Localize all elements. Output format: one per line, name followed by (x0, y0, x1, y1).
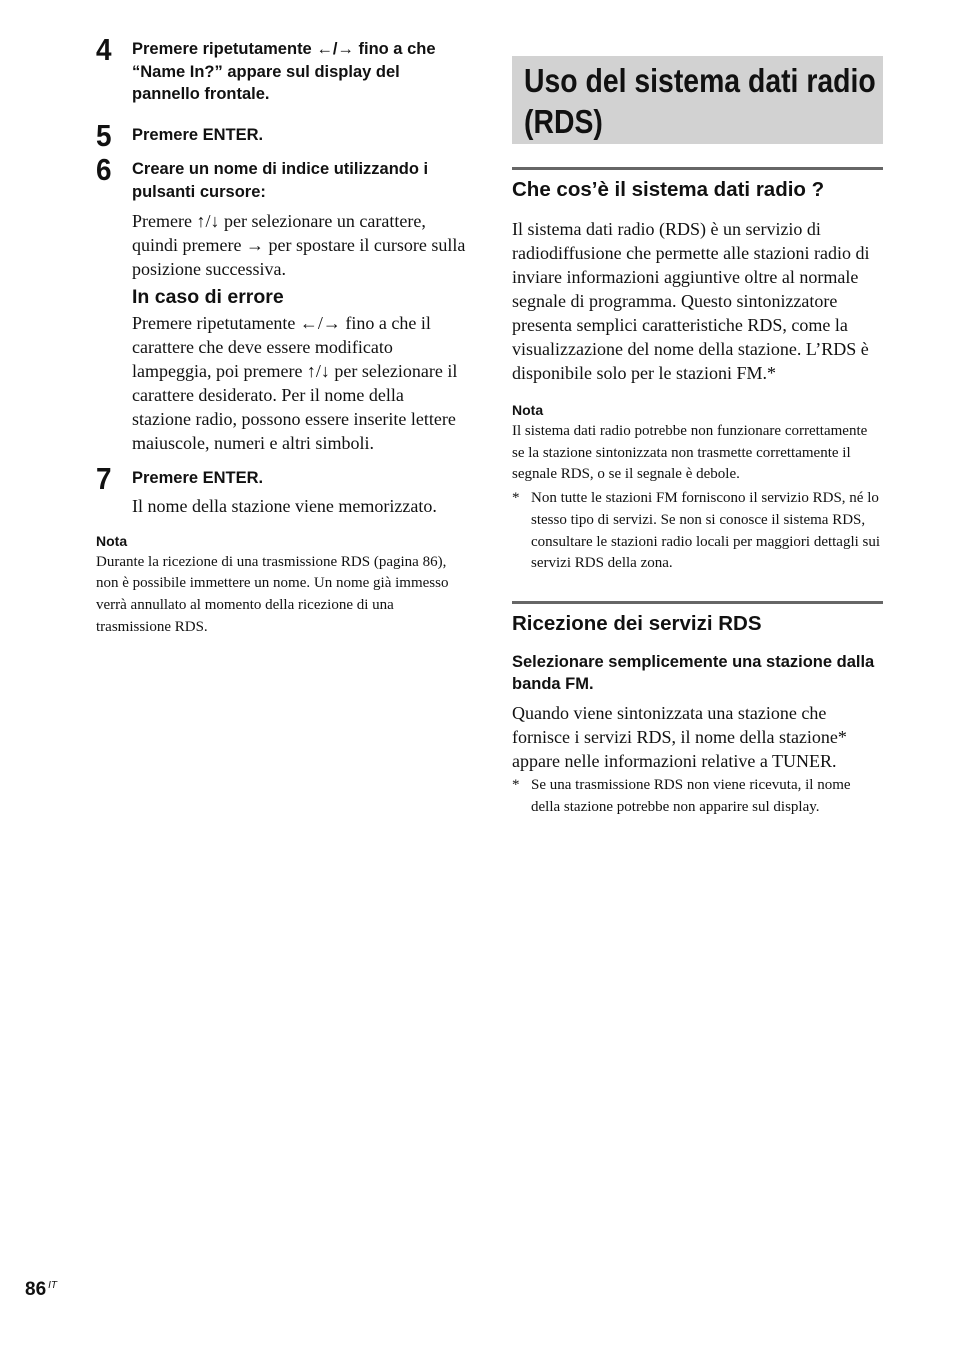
step-number: 6 (96, 152, 112, 187)
step-body: Premere ↑/↓ per selezionare un carattere, quindi premere → per spostare il cursore sulla posizione successiva. (132, 211, 466, 279)
footnote (512, 775, 883, 818)
footnote-mark: * (512, 490, 520, 507)
page-number (25, 1279, 57, 1301)
language-code: IT (48, 1279, 58, 1291)
step-number: 7 (96, 461, 112, 496)
footnote (512, 488, 883, 575)
step-body: Il nome della stazione viene memorizzato. (132, 495, 437, 516)
section-rds-intro (512, 167, 883, 575)
step-number: 4 (96, 32, 112, 67)
page-number-value: 86 (25, 1279, 47, 1300)
right-column (512, 56, 883, 818)
step-6 (96, 152, 466, 455)
step-title: Premere ENTER. (132, 125, 264, 144)
left-column (96, 32, 466, 638)
instruction-text: Selezionare semplicemente una stazione dalla banda FM. (512, 652, 875, 694)
footnote-text: Se una trasmissione RDS non viene ricevuta, il nome della stazione potrebbe non apparire sul display. (531, 776, 851, 815)
note-text: Durante la ricezione di una trasmissione RDS (pagina 86), non è possibile immettere un nome. Un nome già immesso verrà annullato al momento della ricezione di una trasmissione RDS. (96, 553, 449, 635)
section-rds-reception (512, 601, 883, 818)
footnote-text: Non tutte le stazioni FM forniscono il servizio RDS, né lo stesso tipo di servizi. Se non si conosce il sistema RDS, consultare le stazioni radio locali per maggiori dettagli sui servizi RDS della zona. (531, 490, 881, 572)
note-block (96, 532, 466, 639)
note-text: Il sistema dati radio potrebbe non funzionare correttamente se la stazione sintonizzata non trasmette correttamente il segnale RDS, o se il segnale è debole. (512, 423, 868, 483)
page-title: Uso del sistema dati radio (RDS) (524, 62, 876, 140)
step-5 (96, 117, 466, 153)
step-title: Creare un nome di indice utilizzando i pulsanti cursore: (132, 160, 429, 201)
section-body: Quando viene sintonizzata una stazione che fornisce i servizi RDS, il nome della stazione* appare nelle informazioni relative a TUNER. (512, 702, 847, 771)
footnote-mark: * (512, 776, 520, 793)
chapter-title-box (512, 56, 883, 144)
section-body: Il sistema dati radio (RDS) è un servizio di radiodiffusione che permette alle stazioni radio di inviare informazioni aggiuntive oltre al normale segnale di programma. Questo sintonizzatore presenta semplici caratteristiche RDS, come la visualizzazione del nome della stazione. L’RDS è disponibile solo per le stazioni FM.* (512, 219, 870, 383)
step-title: Premere ENTER. (132, 469, 264, 487)
note-label: Nota (512, 402, 544, 418)
step-title: Premere ripetutamente ←/→ fino a che “Name In?” appare sul display del pannello frontale. (132, 40, 436, 103)
note-label: Nota (96, 532, 128, 549)
section-heading: Ricezione dei servizi RDS (512, 601, 883, 637)
section-heading: Che cos’è il sistema dati radio ? (512, 167, 883, 203)
step-7 (96, 461, 466, 518)
error-body: Premere ripetutamente ←/→ fino a che il carattere che deve essere modificato lampeggia, poi premere ↑/↓ per selezionare il carattere desiderato. Per il nome della stazione radio, possono essere inserite lettere maiuscole, numeri e altri simboli. (132, 313, 458, 453)
step-number: 5 (96, 117, 112, 153)
step-4 (96, 32, 466, 106)
error-heading: In caso di errore (132, 286, 284, 308)
